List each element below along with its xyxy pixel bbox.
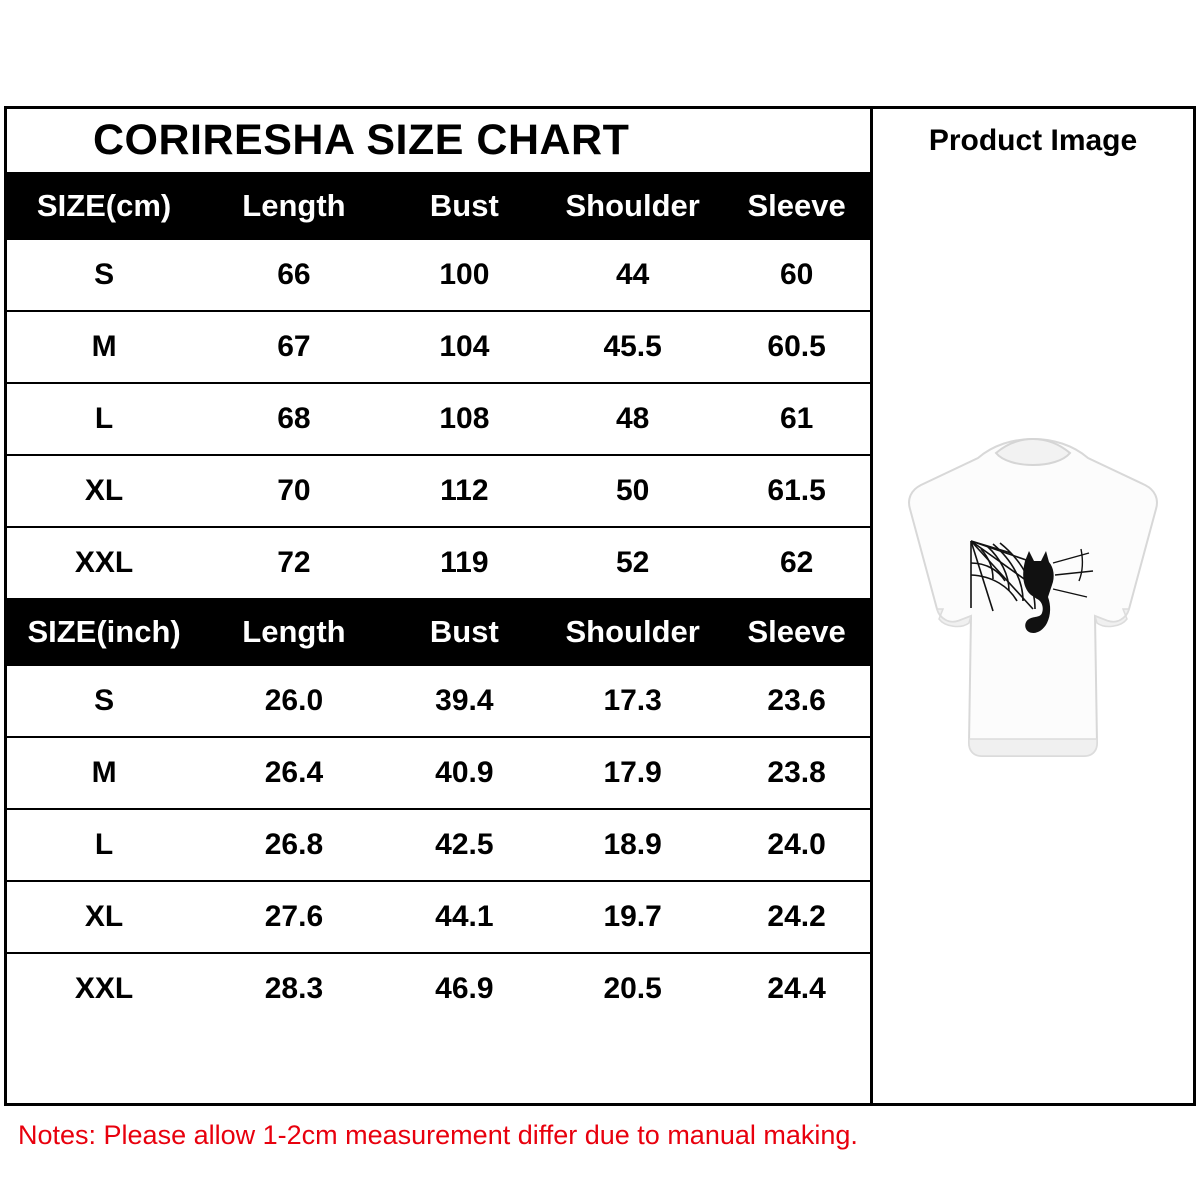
cell-sleeve: 24.0 xyxy=(723,809,870,881)
column-header-sleeve-cm: Sleeve xyxy=(723,172,870,240)
column-header-size-cm: SIZE(cm) xyxy=(7,172,201,240)
cell-sleeve: 61 xyxy=(723,383,870,455)
cell-length: 67 xyxy=(201,311,387,383)
table-row xyxy=(7,666,870,737)
cell-shoulder: 17.3 xyxy=(542,666,723,737)
cell-bust: 44.1 xyxy=(387,881,542,953)
column-header-size-inch: SIZE(inch) xyxy=(7,598,201,666)
cell-sleeve: 24.4 xyxy=(723,953,870,1024)
cell-size: S xyxy=(7,666,201,737)
cell-size: M xyxy=(7,737,201,809)
sweatshirt-product-image xyxy=(883,413,1183,833)
cell-size: XL xyxy=(7,881,201,953)
cell-shoulder: 19.7 xyxy=(542,881,723,953)
cell-size: XXL xyxy=(7,527,201,598)
cell-bust: 42.5 xyxy=(387,809,542,881)
cell-shoulder: 17.9 xyxy=(542,737,723,809)
cm-table-block xyxy=(7,172,870,598)
column-header-shoulder-cm: Shoulder xyxy=(542,172,723,240)
cell-length: 28.3 xyxy=(201,953,387,1024)
cell-length: 26.0 xyxy=(201,666,387,737)
column-header-length-cm: Length xyxy=(201,172,387,240)
cell-length: 66 xyxy=(201,240,387,311)
table-row xyxy=(7,311,870,383)
cell-sleeve: 60 xyxy=(723,240,870,311)
size-tables-column xyxy=(7,109,873,1103)
cell-size: M xyxy=(7,311,201,383)
table-header-row xyxy=(7,598,870,666)
cell-sleeve: 61.5 xyxy=(723,455,870,527)
cell-length: 68 xyxy=(201,383,387,455)
column-header-length-inch: Length xyxy=(201,598,387,666)
page-title: CORIRESHA SIZE CHART xyxy=(93,116,630,164)
cell-shoulder: 44 xyxy=(542,240,723,311)
cell-shoulder: 50 xyxy=(542,455,723,527)
cell-sleeve: 23.6 xyxy=(723,666,870,737)
top-margin xyxy=(0,0,1200,106)
cell-sleeve: 23.8 xyxy=(723,737,870,809)
cell-shoulder: 20.5 xyxy=(542,953,723,1024)
table-row xyxy=(7,527,870,598)
cell-length: 26.8 xyxy=(201,809,387,881)
cell-bust: 108 xyxy=(387,383,542,455)
product-image-label: Product Image xyxy=(928,123,1138,157)
cell-length: 72 xyxy=(201,527,387,598)
cell-length: 70 xyxy=(201,455,387,527)
column-header-bust-cm: Bust xyxy=(387,172,542,240)
product-image-wrap xyxy=(873,172,1193,1103)
size-table-cm xyxy=(7,172,870,598)
cell-sleeve: 24.2 xyxy=(723,881,870,953)
table-header-row xyxy=(7,172,870,240)
cell-size: L xyxy=(7,809,201,881)
table-row xyxy=(7,383,870,455)
table-row xyxy=(7,953,870,1024)
table-row xyxy=(7,809,870,881)
cell-bust: 104 xyxy=(387,311,542,383)
size-chart-sheet xyxy=(4,106,1196,1106)
column-header-shoulder-inch: Shoulder xyxy=(542,598,723,666)
cell-sleeve: 60.5 xyxy=(723,311,870,383)
cell-sleeve: 62 xyxy=(723,527,870,598)
column-header-bust-inch: Bust xyxy=(387,598,542,666)
cell-shoulder: 45.5 xyxy=(542,311,723,383)
table-row xyxy=(7,881,870,953)
cell-shoulder: 52 xyxy=(542,527,723,598)
cell-bust: 112 xyxy=(387,455,542,527)
cell-size: XL xyxy=(7,455,201,527)
notes-text: Notes: Please allow 1-2cm measurement differ due to manual making. xyxy=(18,1119,858,1150)
table-row xyxy=(7,240,870,311)
cell-size: L xyxy=(7,383,201,455)
column-header-sleeve-inch: Sleeve xyxy=(723,598,870,666)
inch-table-block xyxy=(7,598,870,1024)
cell-size: XXL xyxy=(7,953,201,1024)
cell-bust: 119 xyxy=(387,527,542,598)
cell-bust: 40.9 xyxy=(387,737,542,809)
cell-bust: 46.9 xyxy=(387,953,542,1024)
cell-bust: 39.4 xyxy=(387,666,542,737)
size-table-inch xyxy=(7,598,870,1024)
table-row xyxy=(7,455,870,527)
cell-shoulder: 18.9 xyxy=(542,809,723,881)
cell-bust: 100 xyxy=(387,240,542,311)
cell-length: 27.6 xyxy=(201,881,387,953)
product-image-column xyxy=(873,109,1193,1103)
cell-length: 26.4 xyxy=(201,737,387,809)
bottom-margin xyxy=(0,1164,1200,1200)
table-row xyxy=(7,737,870,809)
cell-shoulder: 48 xyxy=(542,383,723,455)
cell-size: S xyxy=(7,240,201,311)
